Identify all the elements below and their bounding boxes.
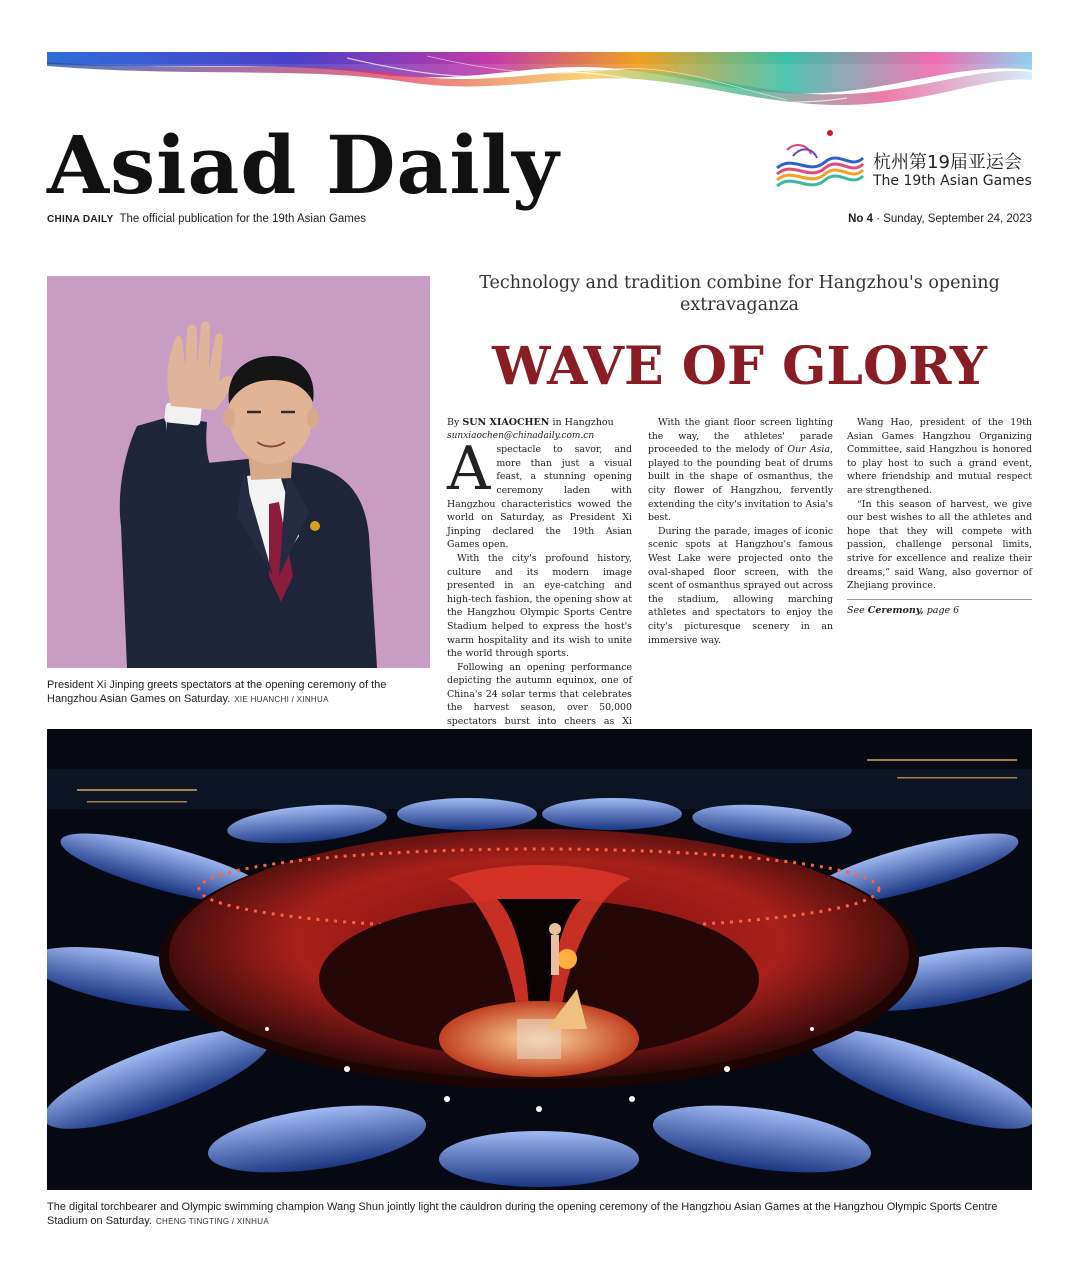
stadium-photo: [47, 729, 1032, 1190]
article-paragraph-3: Following an opening performance depicting the autumn equinox, one of China's 24 solar terms that celebrates the harvest season, over 50,000 spectators burst into cheers as Xi: [447, 661, 632, 728]
article-headline: WAVE OF GLORY: [491, 336, 988, 397]
masthead-title: Asiad Daily: [47, 118, 560, 212]
issue-info: [848, 213, 1032, 225]
article-paragraph-4: With the giant floor screen lighting the way, the athletes' parade proceeded to the melody of Our Asia, played to the pounding beat of drums built in the shape of osmanthus, the city flower of Hangzhou, fervently extending the city's invitation to Asia's best.: [648, 417, 834, 524]
logo-english-text: The 19th Asian Games: [873, 173, 1032, 189]
article-deck: Technology and tradition combine for Hangzhou's opening extravaganza: [479, 273, 1000, 315]
article-paragraph-7: “In this season of harvest, we give our best wishes to all the athletes and hope that they will compete with passion, challenge personal limits, strive for excellence and realize their dreams,” said Wang, also governor of Zhejiang province.: [847, 498, 1032, 592]
masthead-tagline: The official publication for the 19th Asian Games: [119, 213, 367, 225]
photo1-caption: [47, 678, 432, 707]
asian-games-logo: [773, 128, 1038, 198]
issue-number: No 4: [848, 213, 874, 225]
drop-cap: A: [447, 434, 491, 505]
article-column-2: [648, 416, 833, 647]
hangzhou-games-emblem: [773, 128, 865, 196]
article-paragraph-5: During the parade, images of iconic scenic spots at Hangzhou's famous West Lake were projected onto the oval-shaped floor screen, with the scent of osmanthus sprayed out across the stadium, allowing marching athletes and spectators to enjoy the city's picturesque scenery in an immersive way.: [648, 525, 833, 646]
xi-jinping-photo: [47, 276, 430, 668]
photo2-credit: CHENG TINGTING / XINHUA: [155, 1217, 269, 1226]
article-paragraph-6: Wang Hao, president of the 19th Asian Games Hangzhou Organizing Committee, said Hangzhou is honored to play host to such a grand event, where friendship and mutual respect are strengthened.: [847, 417, 1032, 496]
byline-name: SUN XIAOCHEN: [462, 417, 550, 428]
masthead-subline: [47, 213, 366, 225]
stadium-illustration: [47, 729, 1032, 1190]
xi-jinping-illustration: [47, 276, 430, 668]
byline: By SUN XIAOCHEN in Hangzhou: [447, 417, 614, 428]
logo-chinese-text: 杭州第19届亚运会: [873, 152, 1022, 173]
song-title: Our Asia: [787, 444, 831, 456]
article-column-3: [847, 416, 1032, 617]
photo1-caption-text: President Xi Jinping greets spectators at the opening ceremony of the Hangzhou Asian Games on Saturday.: [47, 679, 387, 705]
article-paragraph-1: Aspectacle to savor, and more than just a visual feast, a stunning opening ceremony laden with Hangzhou characteristics wowed the world on Saturday, as President Xi Jinping declared the 19th Asian Games open.: [447, 434, 632, 551]
photo1-credit: XIE HUANCHI / XINHUA: [234, 695, 329, 704]
china-daily-brand: CHINA DAILY: [47, 214, 114, 225]
photo2-caption: [47, 1200, 1032, 1229]
photo2-caption-text: The digital torchbearer and Olympic swimming champion Wang Shun jointly light the cauldron during the opening ceremony of the Hangzhou Asian Games at the Hangzhou Olympic Sports Centre Stadium on Saturday.: [47, 1201, 998, 1227]
see-also-link[interactable]: See Ceremony, page 6: [847, 599, 1032, 618]
article-paragraph-2: With the city's profound history, culture and its modern image presented in an eye-catching and high-tech fashion, the opening show at the Hangzhou Olympic Sports Centre Stadium helped to express the host's warm hospitality and its wish to unite the world through sports.: [447, 552, 632, 660]
issue-date: · Sunday, September 24, 2023: [876, 213, 1032, 225]
masthead-wave-banner: [47, 52, 1032, 112]
author-email[interactable]: sunxiaochen@chinadaily.com.cn: [447, 430, 595, 441]
